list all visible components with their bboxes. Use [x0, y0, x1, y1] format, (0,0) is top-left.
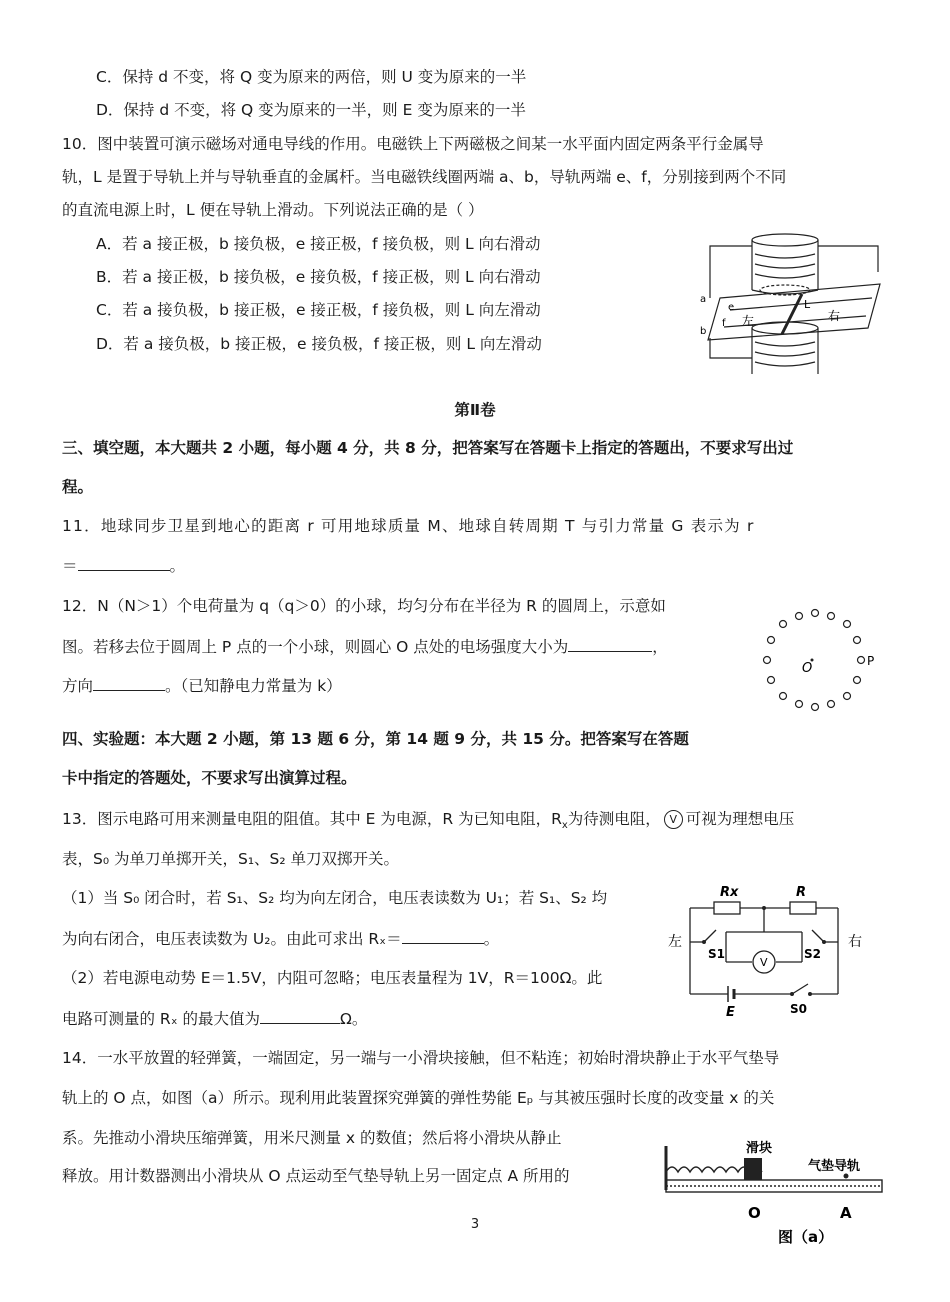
q13-part1-line1: （1）当 S₀ 闭合时，若 S₁、S₂ 均为向左闭合，电压表读数为 U₁；若 S₁、S₂ 均: [62, 889, 608, 907]
q13-rx-blank[interactable]: [402, 927, 484, 944]
q12-magnitude-blank[interactable]: [568, 635, 652, 652]
q13-p2-suffix: Ω。: [340, 1010, 368, 1028]
q13-part2-line1: （2）若电源电动势 E＝1.5V，内阻可忽略；电压表量程为 1V，R＝100Ω。此: [62, 969, 603, 987]
label-a: a: [700, 294, 707, 305]
q12-line2-prefix: 图。若移去位于圆周上 P 点的一个小球，则圆心 O 点处的电场强度大小为: [62, 638, 569, 656]
q14-stem-line4: 释放。用计数器测出小滑块从 O 点运动至气垫导轨上另一固定点 A 所用的: [62, 1167, 570, 1185]
q14-stem-line3: 系。先推动小滑块压缩弹簧，用米尺测量 x 的数值；然后将小滑块从静止: [62, 1129, 562, 1147]
q13-part2-line2: [62, 1007, 367, 1030]
q11-suffix: 。: [169, 557, 186, 575]
q12-line3-prefix: 方向: [62, 677, 94, 695]
q12-line2-suffix: ，: [652, 638, 668, 656]
q13-line1-a: 13．图示电路可用来测量电阻的阻值。其中 E 为电源，R 为已知电阻，R: [62, 810, 562, 828]
q10-option-c: C．若 a 接负极，b 接正极，e 接正极，f 接负极，则 L 向左滑动: [96, 301, 541, 319]
q13-rx-max-blank[interactable]: [260, 1007, 340, 1024]
label-e: e: [728, 302, 735, 313]
label-e-source: E: [726, 1005, 735, 1020]
label-left-side: 左: [668, 934, 682, 950]
label-right: 右: [828, 309, 841, 323]
q13-p2-prefix: 电路可测量的 Rₓ 的最大值为: [62, 1010, 261, 1028]
q13-line1-c: 可视为理想电压: [685, 810, 795, 828]
q12-stem-line3: [62, 674, 342, 697]
label-air-track: 气垫导轨: [808, 1159, 861, 1174]
q9-option-d: D．保持 d 不变，将 Q 变为原来的一半，则 E 变为原来的一半: [96, 101, 526, 119]
q13-stem-line1: [62, 808, 794, 837]
q12-line3-suffix: 。（已知静电力常量为 k）: [165, 677, 342, 695]
label-s0: S0: [790, 1002, 807, 1016]
q13-sub-x: x: [561, 820, 568, 832]
q13-stem-line2: 表，S₀ 为单刀单掷开关，S₁、S₂ 单刀双掷开关。: [62, 850, 400, 868]
section-3-heading-line1: 三、填空题，本大题共 2 小题，每小题 4 分，共 8 分，把答案写在答题卡上指定的答题出，不要求写出过: [62, 439, 794, 457]
q13-p1-prefix: 为向右闭合，电压表读数为 U₂。由此可求出 Rₓ＝: [62, 930, 402, 948]
page-number: 3: [470, 1217, 480, 1232]
q11-stem-line1: 11．地球同步卫星到地心的距离 r 可用地球质量 M、地球自转周期 T 与引力常量 G 表示为 r: [62, 517, 755, 535]
label-point-a: A: [840, 1204, 852, 1222]
section-4-heading-line1: 四、实验题：本大题 2 小题，第 13 题 6 分，第 14 题 9 分，共 15 分。把答案写在答题: [62, 730, 689, 748]
label-rx: Rx: [720, 885, 739, 900]
q10-option-d: D．若 a 接负极，b 接正极，e 接负极，f 接正极，则 L 向左滑动: [96, 335, 542, 353]
q13-line1-b: 为待测电阻，: [567, 810, 661, 828]
q10-stem-line1: 10．图中装置可演示磁场对通电导线的作用。电磁铁上下两磁极之间某一水平面内固定两条平行金属导: [62, 135, 764, 153]
q10-stem-line2: 轨，L 是置于导轨上并与导轨垂直的金属杆。当电磁铁线圈两端 a、b，导轨两端 e、f，分别接到两个不同: [62, 168, 787, 186]
figure-caption: 图（a）: [778, 1228, 834, 1246]
section-3-heading-line2: 程。: [62, 478, 94, 496]
q11-answer-blank[interactable]: [78, 554, 170, 571]
electromagnet-figure: [690, 232, 890, 382]
q13-p1-suffix: 。: [483, 930, 500, 948]
q11-prefix: ＝: [62, 557, 78, 575]
label-r: R: [796, 885, 807, 900]
q10-option-b: B．若 a 接正极，b 接负极，e 接负极，f 接正极，则 L 向右滑动: [96, 268, 541, 286]
label-left: 左: [742, 314, 755, 328]
label-slider: 滑块: [746, 1141, 773, 1156]
label-s2: S2: [804, 947, 821, 961]
q14-stem-line2: 轨上的 O 点，如图（a）所示。现利用此装置探究弹簧的弹性势能 Eₚ 与其被压强时长度的改变量 x 的关: [62, 1089, 775, 1107]
label-s1: S1: [708, 947, 725, 961]
section-2-title: 第Ⅱ卷: [454, 401, 496, 419]
q11-answer-line: [62, 554, 185, 577]
q13-part1-line2: [62, 927, 499, 950]
charge-ring-figure: [755, 604, 885, 716]
q10-stem-line3: 的直流电源上时，L 便在导轨上滑动。下列说法正确的是（ ）: [62, 201, 484, 219]
voltmeter-icon: V: [760, 956, 768, 969]
q12-stem-line2: [62, 635, 668, 658]
q14-stem-line1: 14．一水平放置的轻弹簧，一端固定，另一端与一小滑块接触，但不粘连；初始时滑块静止于水平气垫导: [62, 1049, 780, 1067]
section-4-heading-line2: 卡中指定的答题处，不要求写出演算过程。: [62, 769, 357, 787]
point-label-p: P: [867, 654, 875, 668]
voltmeter-symbol-icon: V: [664, 810, 683, 829]
q12-direction-blank[interactable]: [93, 674, 165, 691]
circuit-figure: [668, 880, 878, 1020]
q12-stem-line1: 12．N（N＞1）个电荷量为 q（q＞0）的小球，均匀分布在半径为 R 的圆周上，示意如: [62, 597, 666, 615]
q10-option-a: A．若 a 接正极，b 接负极，e 接正极，f 接负极，则 L 向右滑动: [96, 235, 541, 253]
label-f: f: [722, 318, 726, 329]
q9-option-c: C．保持 d 不变，将 Q 变为原来的两倍，则 U 变为原来的一半: [96, 68, 527, 86]
center-label-o: O: [802, 661, 813, 676]
label-rod-l: L: [804, 298, 811, 311]
label-point-o: O: [748, 1204, 761, 1222]
label-b: b: [700, 326, 707, 337]
label-right-side: 右: [848, 934, 862, 950]
